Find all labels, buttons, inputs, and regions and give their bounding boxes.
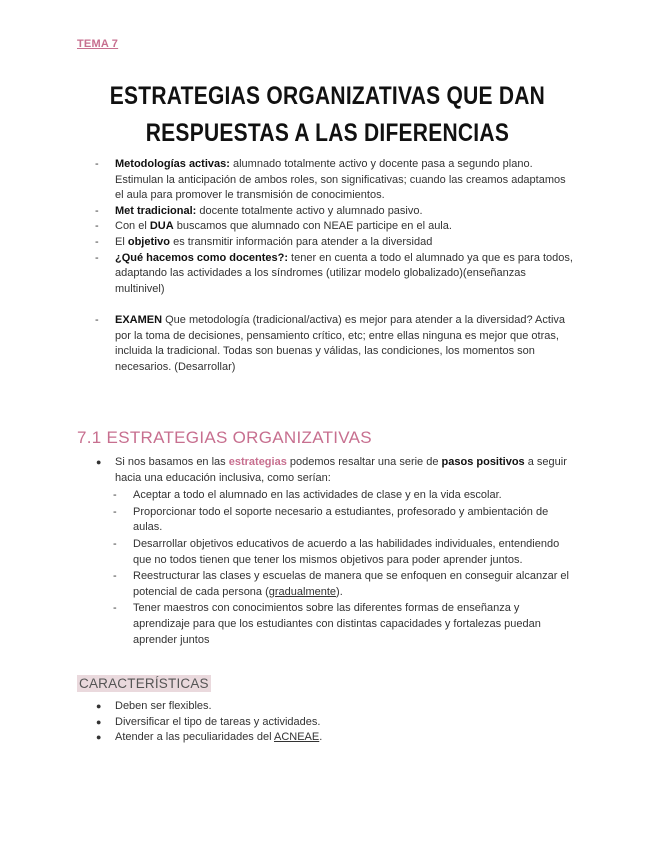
item-text: Deben ser flexibles. bbox=[115, 700, 212, 712]
list-item bbox=[95, 157, 575, 204]
section-heading: 7.1 ESTRATEGIAS ORGANIZATIVAS bbox=[77, 428, 372, 447]
item-pre: Con el bbox=[115, 220, 150, 233]
bullet-marker: ● bbox=[96, 457, 102, 467]
bullet-marker: ● bbox=[96, 732, 102, 743]
item-underline: ACNEAE bbox=[274, 731, 320, 744]
list-item bbox=[95, 204, 575, 220]
title-line-2: RESPUESTAS A LAS DIFERENCIAS bbox=[145, 119, 510, 147]
bullet-marker: ● bbox=[96, 716, 102, 727]
item-text: es transmitir información para atender a la diversidad bbox=[170, 235, 433, 248]
list-item bbox=[95, 730, 575, 746]
step-text: Proporcionar todo el soporte necesario a estudiantes, profesorado y ambientación de aulas. bbox=[133, 505, 549, 534]
item-bold: DUA bbox=[149, 220, 174, 233]
page-title bbox=[52, 78, 602, 152]
steps-list bbox=[95, 488, 575, 648]
step-post: ). bbox=[336, 585, 343, 598]
title-line-1: ESTRATEGIAS ORGANIZATIVAS QUE DAN bbox=[109, 82, 546, 110]
list-item bbox=[95, 699, 575, 715]
list-item bbox=[95, 715, 575, 731]
list-item bbox=[95, 569, 575, 600]
exam-text: Que metodología (tradicional/activa) es mejor para atender a la diversidad? Activa por la toma de decisiones, pensamiento crítico, etc; entre ellas ninguna es mejor que otras, incluida la tradicional. Todas son buenas y válidas, las condiciones, los momentos son necesarios. (Desarrollar) bbox=[115, 314, 566, 373]
exam-label: EXAMEN bbox=[115, 314, 163, 326]
list-item bbox=[95, 601, 575, 648]
dash-marker: - bbox=[95, 158, 99, 170]
item-text: Diversificar el tipo de tareas y actividades. bbox=[115, 715, 321, 728]
dash-marker: - bbox=[113, 489, 117, 502]
item-bold: objetivo bbox=[127, 235, 171, 248]
item-pre: El bbox=[115, 235, 128, 248]
step-text: Reestructurar las clases y escuelas de manera que se enfoquen en conseguir alcanzar el potencial de cada persona ( bbox=[133, 570, 569, 598]
strategies-list bbox=[95, 455, 575, 649]
lead-post: a seguir hacia una educación inclusiva, como serían: bbox=[115, 456, 567, 484]
step-underline: gradualmente bbox=[268, 585, 337, 598]
list-item bbox=[95, 313, 575, 375]
dash-marker: - bbox=[95, 220, 99, 233]
item-text: alumnado totalmente activo y docente pasa a segundo plano. Estimulan la anticipación de ambos roles, son significativas; cuando las creamos adaptamos el aula para promover le transmisión de conocimientos. bbox=[115, 158, 566, 202]
item-bold: Met tradicional: bbox=[115, 204, 197, 217]
list-item bbox=[95, 537, 575, 568]
item-text: buscamos que alumnado con NEAE participe en el aula. bbox=[173, 220, 452, 233]
step-text: Aceptar a todo el alumnado en las actividades de clase y en la vida escolar. bbox=[133, 489, 502, 502]
list-item bbox=[95, 219, 575, 235]
lead-highlight: estrategias bbox=[228, 456, 287, 468]
characteristics-list bbox=[95, 699, 575, 746]
dash-marker: - bbox=[113, 602, 117, 615]
step-text: Desarrollar objetivos educativos de acuerdo a las habilidades individuales, entendiendo que no todos tienen que tener los mismos objetivos para poder aprender juntos. bbox=[133, 537, 560, 566]
dash-marker: - bbox=[95, 235, 99, 248]
lead-pre: Si nos basamos en las bbox=[115, 456, 229, 468]
item-text: tener en cuenta a todo el alumnado ya que es para todos, adaptando las actividades a los síndromes (utilizar modelo globalizado)(enseñanzas multinivel) bbox=[115, 251, 573, 295]
list-item bbox=[95, 488, 575, 504]
intro-list bbox=[95, 157, 575, 297]
lead-mid: podemos resaltar una serie de bbox=[286, 456, 442, 468]
dash-marker: - bbox=[113, 537, 117, 550]
exam-note bbox=[95, 313, 575, 375]
characteristics-heading: CARACTERÍSTICAS bbox=[79, 676, 209, 691]
dash-marker: - bbox=[95, 314, 99, 326]
list-item bbox=[95, 455, 575, 648]
step-text: Tener maestros con conocimientos sobre las diferentes formas de enseñanza y aprendizaje para que los estudiantes con distintas capacidades y fortalezas puedan aprender juntos bbox=[133, 602, 541, 646]
tema-label: TEMA 7 bbox=[77, 38, 119, 50]
dash-marker: - bbox=[113, 505, 117, 518]
dash-marker: - bbox=[113, 570, 117, 583]
bullet-marker: ● bbox=[96, 701, 102, 711]
dash-marker: - bbox=[95, 251, 99, 264]
list-item bbox=[95, 505, 575, 536]
dash-marker: - bbox=[95, 204, 99, 217]
list-item bbox=[95, 251, 575, 298]
list-item bbox=[95, 235, 575, 251]
item-bold: Metodologías activas: bbox=[115, 158, 230, 170]
item-text: Atender a las peculiaridades del bbox=[115, 731, 274, 744]
item-bold: ¿Qué hacemos como docentes?: bbox=[115, 251, 288, 264]
lead-bold: pasos positivos bbox=[441, 456, 525, 468]
item-text: docente totalmente activo y alumnado pasivo. bbox=[196, 204, 423, 217]
item-post: . bbox=[319, 731, 323, 744]
